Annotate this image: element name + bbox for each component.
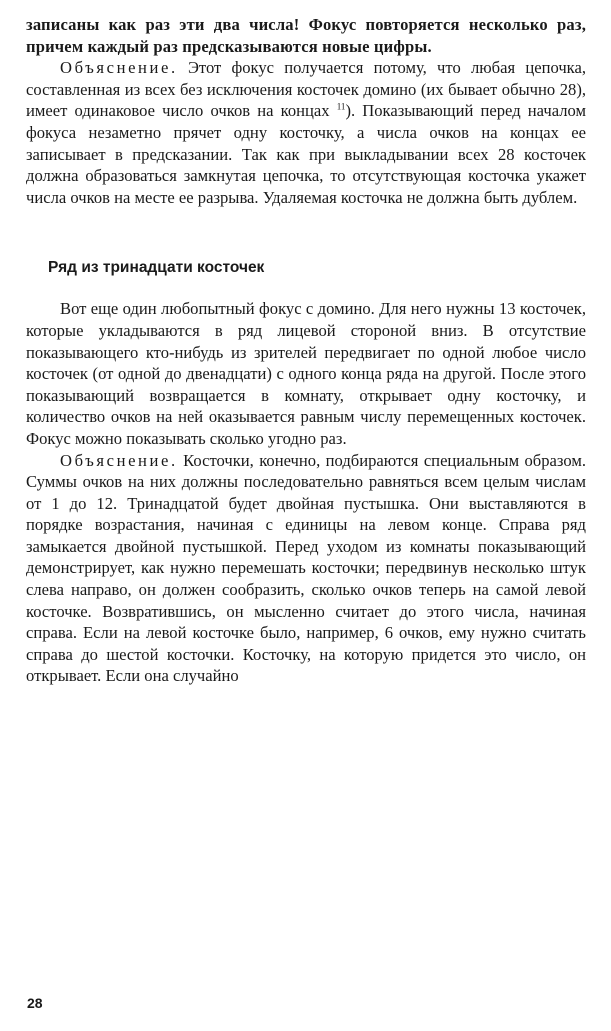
paragraph-continuation: записаны как раз эти два числа! Фокус повторяется несколько раз, причем каждый раз предсказываются новые цифры. [26, 15, 586, 56]
explanation-text-2: Косточки, конечно, подбираются специальным образом. Суммы очков на них должны последовательно равняться всем целым числам от 1 до 12. Тринадцатой будет двойная пустышка. Они выставляются в порядке возрастания, начиная с единицы на левом конце. Справа ряд замыкается двойной пустышкой. Перед уходом из комнаты показывающий демонстрирует, как нужно перемешать косточки; передвинув несколько штук слева направо, он должен сообразить, сколько очков теперь на самой левой косточке. Возвратившись, он мысленно считает до этого числа, начиная справа. Если на левой косточке было, например, 6 очков, ему нужно считать справа до шестой косточки. Косточку, на которую придется это число, он открывает. Если она случайно [26, 450, 586, 686]
footnote-marker: 11 [336, 101, 346, 112]
explanation-text-part1: Этот фокус получается потому, что любая цепочка, составленная из всех без исключения косточек домино (их бывает обычно 28), имеет одинаковое число очков на концах [26, 58, 586, 121]
paragraph-explanation-2 [26, 450, 586, 688]
paragraph-trick-description: Вот еще один любопытный фокус с домино. Для него нужны 13 косточек, которые укладываются в ряд лицевой стороной вниз. В отсутствие показывающего кто-нибудь из зрителей передвигает по одной любое число косточек (от одной до двенадцати) с одного конца ряда на другой. После этого показывающий возвращается в комнату, открывает одну косточку, и количество очков на ней оказывается равным числу перемещенных косточек. Фокус можно показывать сколько угодно раз. [26, 299, 586, 448]
book-page [26, 14, 586, 687]
page-number: 28 [27, 995, 43, 1011]
explanation-text-part2: ). Показывающий перед началом фокуса незаметно прячет одну косточку, а числа очков на концах ее записывает в предсказании. Так как при выкладывании всех 28 косточек должна образоваться замкнутая цепочка, то отсутствующая косточка укажет числа очков на месте ее разрыва. Удаляемая косточка не должна быть дублем. [26, 101, 587, 207]
paragraph-explanation-1 [26, 57, 586, 208]
explanation-lead-word-2: Объяснение. [60, 450, 178, 470]
section-heading: Ряд из тринадцати косточек [48, 259, 265, 277]
explanation-lead-word: Объяснение. [60, 58, 178, 78]
